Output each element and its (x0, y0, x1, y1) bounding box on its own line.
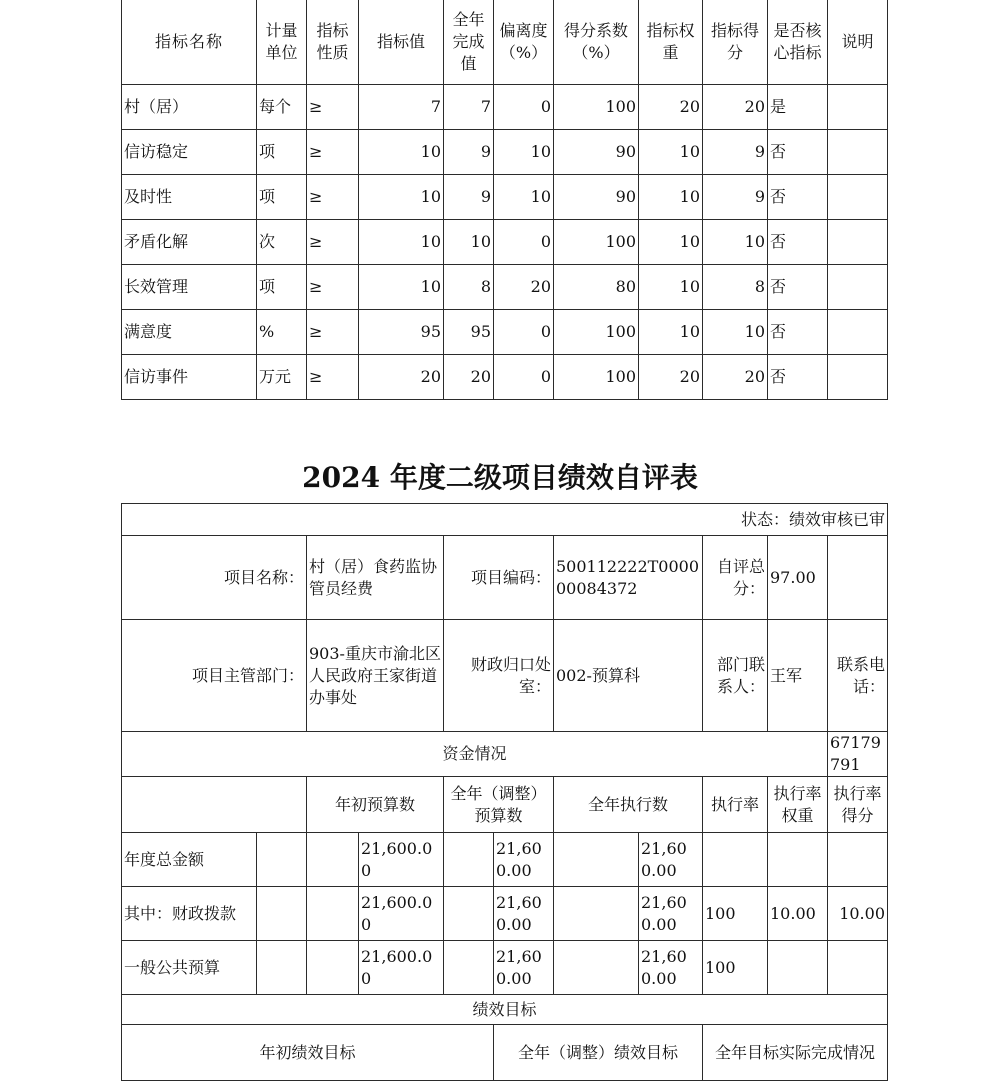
page-title: 2024 年度二级项目绩效自评表 (302, 461, 698, 494)
indicator-weight: 20 (639, 85, 703, 130)
dept: 903-重庆市渝北区人民政府王家街道办事处 (307, 620, 444, 732)
empty-cell (554, 887, 639, 941)
empty-cell (307, 887, 359, 941)
indicator-name: 及时性 (122, 175, 257, 220)
funds-initial: 21,600.00 (359, 833, 444, 887)
empty-cell (554, 941, 639, 995)
indicator-name: 矛盾化解 (122, 220, 257, 265)
funds-score (828, 833, 888, 887)
indicator-core: 否 (768, 355, 828, 400)
indicator-score: 20 (703, 85, 768, 130)
funds-header-row (122, 777, 888, 833)
table-row (122, 220, 888, 265)
indicator-name: 村（居） (122, 85, 257, 130)
funds-header-cell: 全年（调整）预算数 (444, 777, 554, 833)
table-row (122, 833, 888, 887)
empty-cell (444, 941, 494, 995)
goals-header-row (122, 1025, 888, 1081)
funds-weight: 10.00 (768, 887, 828, 941)
funds-rate (703, 833, 768, 887)
indicator-deviation: 10 (494, 175, 554, 220)
empty-cell (307, 833, 359, 887)
indicator-value: 10 (359, 265, 444, 310)
contact-label: 部门联系人： (703, 620, 768, 732)
self-score: 97.00 (768, 536, 828, 620)
header-cell: 指标值 (359, 0, 444, 85)
finance-office-label: 财政归口处室： (444, 620, 554, 732)
indicator-core: 是 (768, 85, 828, 130)
indicator-note (828, 130, 888, 175)
indicator-nature: ≥ (307, 130, 359, 175)
goals-header-cell: 全年目标实际完成情况 (703, 1025, 888, 1081)
funds-row-label: 年度总金额 (122, 833, 257, 887)
funds-adjusted: 21,600.00 (494, 941, 554, 995)
table-row (122, 175, 888, 220)
project-code-label: 项目编码： (444, 536, 554, 620)
indicator-note (828, 355, 888, 400)
indicator-coefficient: 80 (554, 265, 639, 310)
indicator-unit: 项 (257, 130, 307, 175)
indicator-unit: 万元 (257, 355, 307, 400)
table-row (122, 887, 888, 941)
empty-cell (307, 941, 359, 995)
header-cell: 是否核心指标 (768, 0, 828, 85)
funds-rate: 100 (703, 887, 768, 941)
indicator-name: 满意度 (122, 310, 257, 355)
funds-row-label: 其中：财政拨款 (122, 887, 257, 941)
project-name: 村（居）食药监协管员经费 (307, 536, 444, 620)
funds-initial: 21,600.00 (359, 887, 444, 941)
table-row (122, 310, 888, 355)
header-cell: 指标名称 (122, 0, 257, 85)
table-row (122, 85, 888, 130)
indicator-unit: 每个 (257, 85, 307, 130)
indicator-actual: 10 (444, 220, 494, 265)
funds-adjusted: 21,600.00 (494, 887, 554, 941)
empty-cell (257, 833, 307, 887)
funds-weight (768, 941, 828, 995)
header-cell: 偏离度（%） (494, 0, 554, 85)
funds-adjusted: 21,600.00 (494, 833, 554, 887)
funds-header-cell: 全年执行数 (554, 777, 703, 833)
indicator-nature: ≥ (307, 265, 359, 310)
funds-initial: 21,600.00 (359, 941, 444, 995)
indicator-name: 信访稳定 (122, 130, 257, 175)
empty-cell (257, 941, 307, 995)
indicator-value: 95 (359, 310, 444, 355)
indicator-actual: 20 (444, 355, 494, 400)
indicator-nature: ≥ (307, 220, 359, 265)
status-cell: 状态：绩效审核已审 (122, 504, 888, 536)
indicator-score: 20 (703, 355, 768, 400)
indicator-coefficient: 90 (554, 130, 639, 175)
funds-section-title: 资金情况 (122, 732, 828, 777)
indicator-weight: 20 (639, 355, 703, 400)
empty-cell (257, 887, 307, 941)
indicator-weight: 10 (639, 175, 703, 220)
funds-header-cell: 执行率权重 (768, 777, 828, 833)
indicator-unit: 项 (257, 175, 307, 220)
goals-header-cell: 全年（调整）绩效目标 (494, 1025, 703, 1081)
indicator-weight: 10 (639, 220, 703, 265)
indicator-coefficient: 100 (554, 85, 639, 130)
funds-executed: 21,600.00 (639, 887, 703, 941)
funds-row-label: 一般公共预算 (122, 941, 257, 995)
table-row (122, 265, 888, 310)
indicator-actual: 9 (444, 175, 494, 220)
phone-label: 联系电话： (828, 620, 888, 732)
funds-executed: 21,600.00 (639, 833, 703, 887)
self-score-label: 自评总分： (703, 536, 768, 620)
indicator-unit: % (257, 310, 307, 355)
table-row (122, 355, 888, 400)
contact: 王军 (768, 620, 828, 732)
indicator-score: 9 (703, 130, 768, 175)
indicator-weight: 10 (639, 265, 703, 310)
header-cell: 指标性质 (307, 0, 359, 85)
indicator-score: 8 (703, 265, 768, 310)
indicator-score: 10 (703, 220, 768, 265)
indicator-core: 否 (768, 130, 828, 175)
indicator-coefficient: 100 (554, 310, 639, 355)
indicator-note (828, 220, 888, 265)
empty-cell (122, 777, 307, 833)
header-cell: 说明 (828, 0, 888, 85)
table-row (122, 130, 888, 175)
indicator-core: 否 (768, 175, 828, 220)
funds-weight (768, 833, 828, 887)
indicator-deviation: 20 (494, 265, 554, 310)
indicator-coefficient: 90 (554, 175, 639, 220)
empty-cell (444, 887, 494, 941)
empty-cell (828, 536, 888, 620)
header-cell: 计量单位 (257, 0, 307, 85)
funds-score (828, 941, 888, 995)
indicator-table (121, 0, 888, 400)
funds-rate: 100 (703, 941, 768, 995)
indicator-unit: 项 (257, 265, 307, 310)
indicator-value: 7 (359, 85, 444, 130)
indicator-score: 9 (703, 175, 768, 220)
indicator-name: 信访事件 (122, 355, 257, 400)
indicator-name: 长效管理 (122, 265, 257, 310)
indicator-actual: 8 (444, 265, 494, 310)
header-cell: 全年完成值 (444, 0, 494, 85)
indicator-coefficient: 100 (554, 220, 639, 265)
indicator-deviation: 0 (494, 310, 554, 355)
indicator-nature: ≥ (307, 355, 359, 400)
indicator-actual: 9 (444, 130, 494, 175)
indicator-nature: ≥ (307, 175, 359, 220)
indicator-core: 否 (768, 220, 828, 265)
indicator-actual: 7 (444, 85, 494, 130)
indicator-note (828, 265, 888, 310)
indicator-unit: 次 (257, 220, 307, 265)
funds-header-cell: 执行率 (703, 777, 768, 833)
finance-office: 002-预算科 (554, 620, 703, 732)
indicator-core: 否 (768, 265, 828, 310)
empty-cell (444, 833, 494, 887)
indicator-note (828, 310, 888, 355)
header-cell: 指标权重 (639, 0, 703, 85)
evaluation-table (121, 503, 888, 1081)
header-cell: 指标得分 (703, 0, 768, 85)
phone: 67179791 (828, 732, 888, 777)
indicator-weight: 10 (639, 130, 703, 175)
indicator-header-row (122, 0, 888, 85)
indicator-deviation: 0 (494, 355, 554, 400)
indicator-value: 10 (359, 175, 444, 220)
indicator-note (828, 85, 888, 130)
table-row (122, 941, 888, 995)
indicator-nature: ≥ (307, 85, 359, 130)
indicator-value: 10 (359, 130, 444, 175)
indicator-value: 10 (359, 220, 444, 265)
header-cell: 得分系数（%） (554, 0, 639, 85)
goals-header-cell: 年初绩效目标 (122, 1025, 494, 1081)
indicator-core: 否 (768, 310, 828, 355)
indicator-deviation: 0 (494, 85, 554, 130)
project-name-label: 项目名称： (122, 536, 307, 620)
funds-header-cell: 年初预算数 (307, 777, 444, 833)
indicator-deviation: 10 (494, 130, 554, 175)
funds-executed: 21,600.00 (639, 941, 703, 995)
indicator-actual: 95 (444, 310, 494, 355)
indicator-nature: ≥ (307, 310, 359, 355)
goals-section-title: 绩效目标 (122, 995, 888, 1025)
indicator-weight: 10 (639, 310, 703, 355)
indicator-note (828, 175, 888, 220)
indicator-value: 20 (359, 355, 444, 400)
funds-score: 10.00 (828, 887, 888, 941)
empty-cell (554, 833, 639, 887)
indicator-coefficient: 100 (554, 355, 639, 400)
dept-label: 项目主管部门： (122, 620, 307, 732)
indicator-score: 10 (703, 310, 768, 355)
funds-header-cell: 执行率得分 (828, 777, 888, 833)
project-code: 500112222T000000084372 (554, 536, 703, 620)
indicator-deviation: 0 (494, 220, 554, 265)
